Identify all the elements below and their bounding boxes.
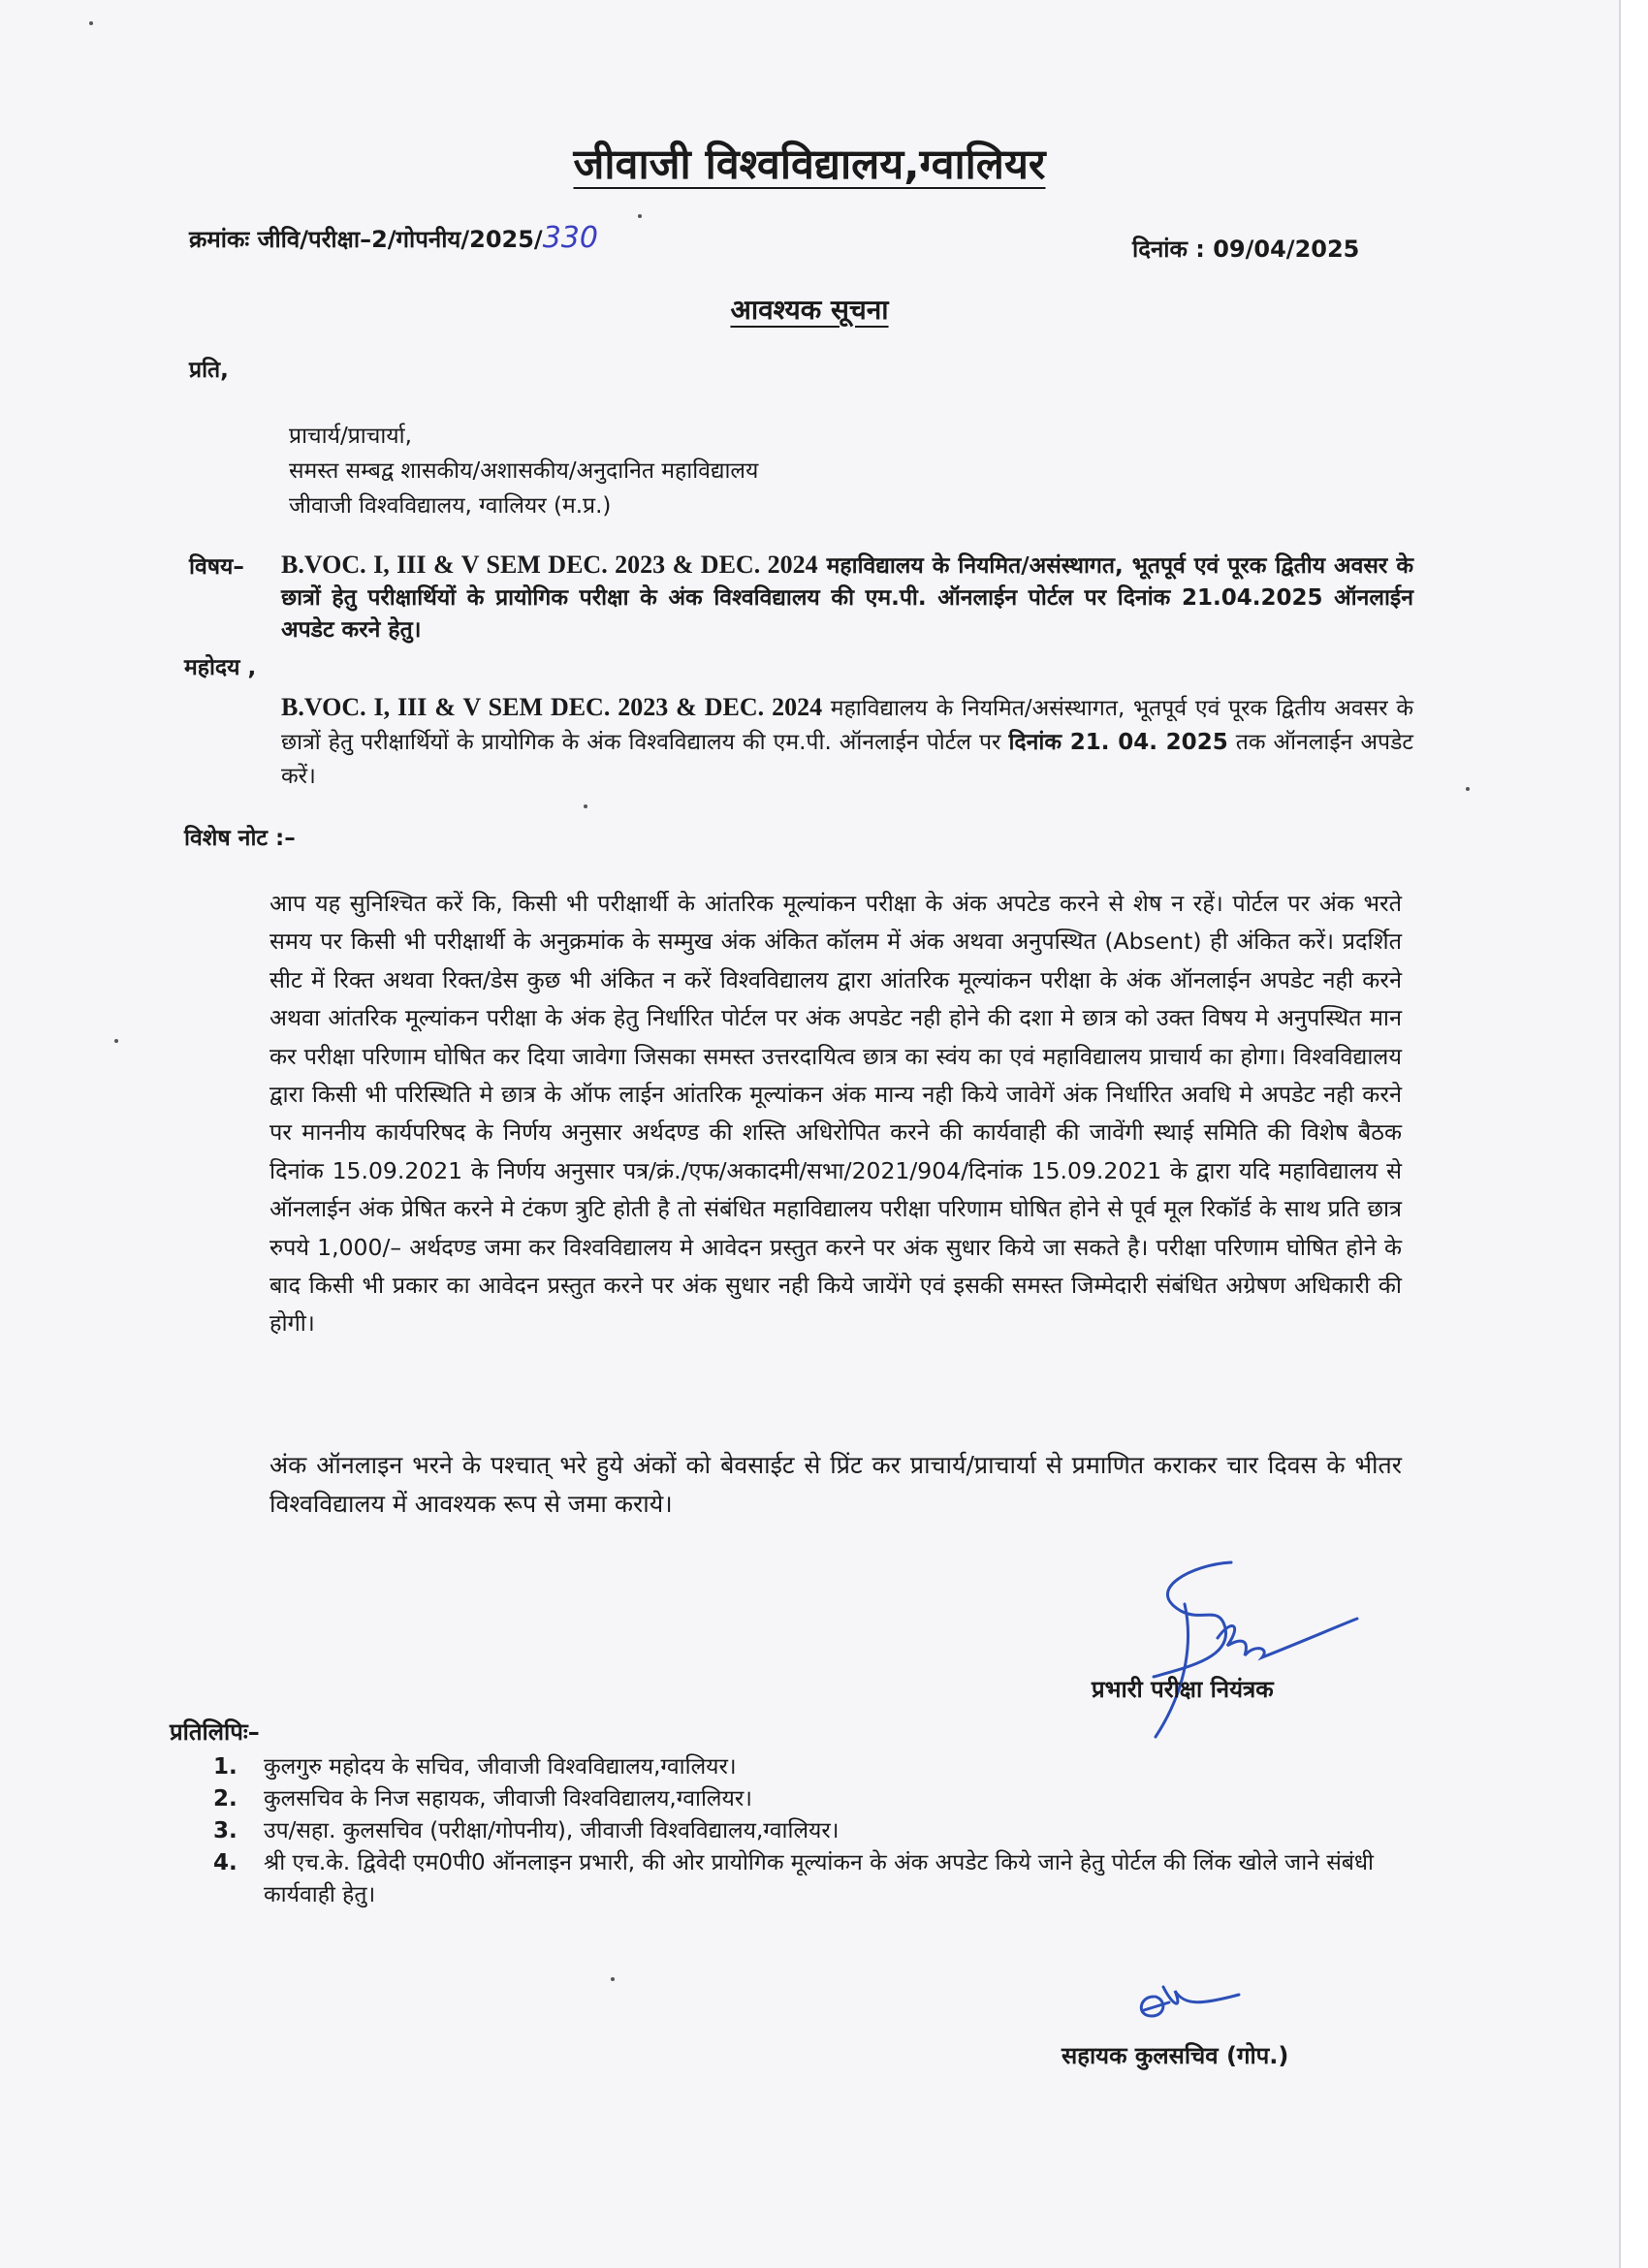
recipient-line: जीवाजी विश्वविद्यालय, ग्वालियर (म.प्र.) — [289, 493, 612, 519]
reference-number: क्रमांकः जीवि/परीक्षा–2/गोपनीय/2025/330 — [189, 221, 598, 255]
scan-speck — [1466, 787, 1470, 791]
salutation: महोदय , — [184, 655, 257, 680]
assistant-registrar-title: सहायक कुलसचिव (गोप.) — [1062, 2042, 1289, 2069]
list-item: 3. उप/सहा. कुलसचिव (परीक्षा/गोपनीय), जीवाजी विश्वविद्यालय,ग्वालियर। — [213, 1818, 840, 1843]
subject-label: विषय– — [189, 554, 244, 580]
recipient-block — [289, 419, 758, 523]
letter-date: दिनांक : 09/04/2025 — [1132, 236, 1360, 263]
notice-heading: आवश्यक सूचना — [730, 294, 889, 326]
subject-text: B.VOC. I, III & V SEM DEC. 2023 & DEC. 2024 महाविद्यालय के नियमित/असंस्थागत, भूतपूर्व एवं पूरक द्वितीय अवसर के छात्रों हेतु परीक्षार्थियों के प्रायोगिक परीक्षा के अंक विश्वविद्यालय की एम.पी. ऑनलाईन पोर्टल पर दिनांक 21.04.2025 ऑनलाईन अपडेट करने हेतु। — [281, 551, 1413, 643]
to-label: प्रति, — [189, 358, 229, 383]
handwritten-ref-number: 330 — [542, 221, 598, 255]
list-item: 2. कुलसचिव के निज सहायक, जीवाजी विश्वविद्यालय,ग्वालियर। — [213, 1786, 752, 1811]
intro-course-code: B.VOC. I, III & V SEM DEC. 2023 & DEC. 2024 — [281, 693, 823, 721]
intro-paragraph: B.VOC. I, III & V SEM DEC. 2023 & DEC. 2024 महाविद्यालय के नियमित/असंस्थागत, भूतपूर्व एवं पूरक द्वितीय अवसर के छात्रों हेतु परीक्षार्थियों के प्रायोगिक के अंक विश्वविद्यालय की एम.पी. ऑनलाईन पोर्टल पर दिनांक 21. 04. 2025 तक ऑनलाईन अपडेट करें। — [281, 693, 1413, 789]
list-item: 1. कुलगुरु महोदय के सचिव, जीवाजी विश्वविद्यालय,ग्वालियर। — [213, 1754, 737, 1780]
recipient-line: समस्त सम्बद्व शासकीय/अशासकीय/अनुदानित महाविद्यालय — [289, 458, 759, 484]
copy-to-label: प्रतिलिपिः– — [170, 1718, 260, 1746]
print-instruction-paragraph: अंक ऑनलाइन भरने के पश्चात् भरे हुये अंकों को बेवसाईट से प्रिंट कर प्राचार्य/प्राचार्या से प्रमाणित कराकर चार दिवस के भीतर विश्वविद्यालय में आवश्यक रूप से जमा कराये। — [269, 1451, 1402, 1518]
scan-speck — [638, 214, 642, 218]
scan-speck — [114, 1039, 118, 1043]
exam-controller-title: प्रभारी परीक्षा नियंत्रक — [1092, 1676, 1274, 1703]
recipient-line: प्राचार्य/प्राचार्या, — [289, 424, 412, 449]
assistant-registrar-signature — [1125, 1968, 1251, 2035]
scan-speck — [89, 21, 93, 25]
university-title: जीवाजी विश्वविद्यालय,ग्वालियर — [573, 141, 1046, 189]
exam-controller-signature — [1125, 1551, 1367, 1745]
subject-course-code: B.VOC. I, III & V SEM DEC. 2023 & DEC. 2024 — [281, 551, 818, 579]
scan-speck — [611, 1977, 615, 1981]
special-note-paragraph: आप यह सुनिश्चित करें कि, किसी भी परीक्षार्थी के आंतरिक मूल्यांकन परीक्षा के अंक अपटेड करने से शेष न रहें। पोर्टल पर अंक भरते समय पर किसी भी परीक्षार्थी के अनुक्रमांक के सम्मुख अंक अंकित कॉलम में अंक अथवा अनुपस्थित (Absent) ही अंकित करें। प्रदर्शित सीट में रिक्त अथवा रिक्त/डेस कुछ भी अंकित न करें विश्वविद्यालय द्वारा आंतरिक मूल्यांकन परीक्षा के अंक ऑनलाईन अपडेट नही करने अथवा आंतरिक मूल्यांकन परीक्षा के अंक हेतु निर्धारित पोर्टल पर अंक अपडेट नही होने की दशा मे छात्र को उक्त विषय मे अनुपस्थित मान कर परीक्षा परिणाम घोषित कर दिया जावेगा जिसका समस्त उत्तरदायित्व छात्र का स्वंय का एवं महाविद्यालय प्राचार्य का होगा। विश्वविद्यालय द्वारा किसी भी परिस्थिति मे छात्र के ऑफ लाईन आंतरिक मूल्यांकन अंक मान्य नही किये जावेगें अंक निर्धारित अवधि मे अपडेट नही करने पर माननीय कार्यपरिषद के निर्णय अनुसार अर्थदण्ड की शस्ति अधिरोपित करने की कार्यवाही की जावेंगी स्थाई समिति की विशेष बैठक दिनांक 15.09.2021 के निर्णय अनुसार पत्र/क्रं./एफ/अकादमी/सभा/2021/904/दिनांक 15.09.2021 के द्वारा यदि महाविद्यालय से ऑनलाईन अंक प्रेषित करने मे टंकण त्रुटि होती है तो संबंधित महाविद्यालय परीक्षा परिणाम घोषित होने से पूर्व मूल रिकॉर्ड के साथ प्रति छात्र रुपये 1,000/– अर्थदण्ड जमा कर विश्वविद्यालय मे आवेदन प्रस्तुत करने पर अंक सुधार किये जा सकते है। परीक्षा परिणाम घोषित होने के बाद किसी भी प्रकार का आवेदन प्रस्तुत करने पर अंक सुधार नही किये जायेंगे एवं इसकी समस्त जिम्मेदारी संबंधित अग्रेषण अधिकारी की होगी। — [269, 890, 1403, 1338]
list-item: 4. श्री एच.के. द्विवेदी एम0पी0 ऑनलाइन प्रभारी, की ओर प्रायोगिक मूल्यांकन के अंक अपडेट किये जाने हेतु पोर्टल की लिंक खोले जाने संबंधी कार्यवाही हेतु। — [213, 1850, 1375, 1907]
intro-deadline: दिनांक 21. 04. 2025 — [1008, 730, 1228, 755]
scan-speck — [584, 804, 587, 808]
copy-to-list — [213, 1751, 1415, 1911]
special-note-label: विशेष नोट :– — [184, 826, 296, 851]
